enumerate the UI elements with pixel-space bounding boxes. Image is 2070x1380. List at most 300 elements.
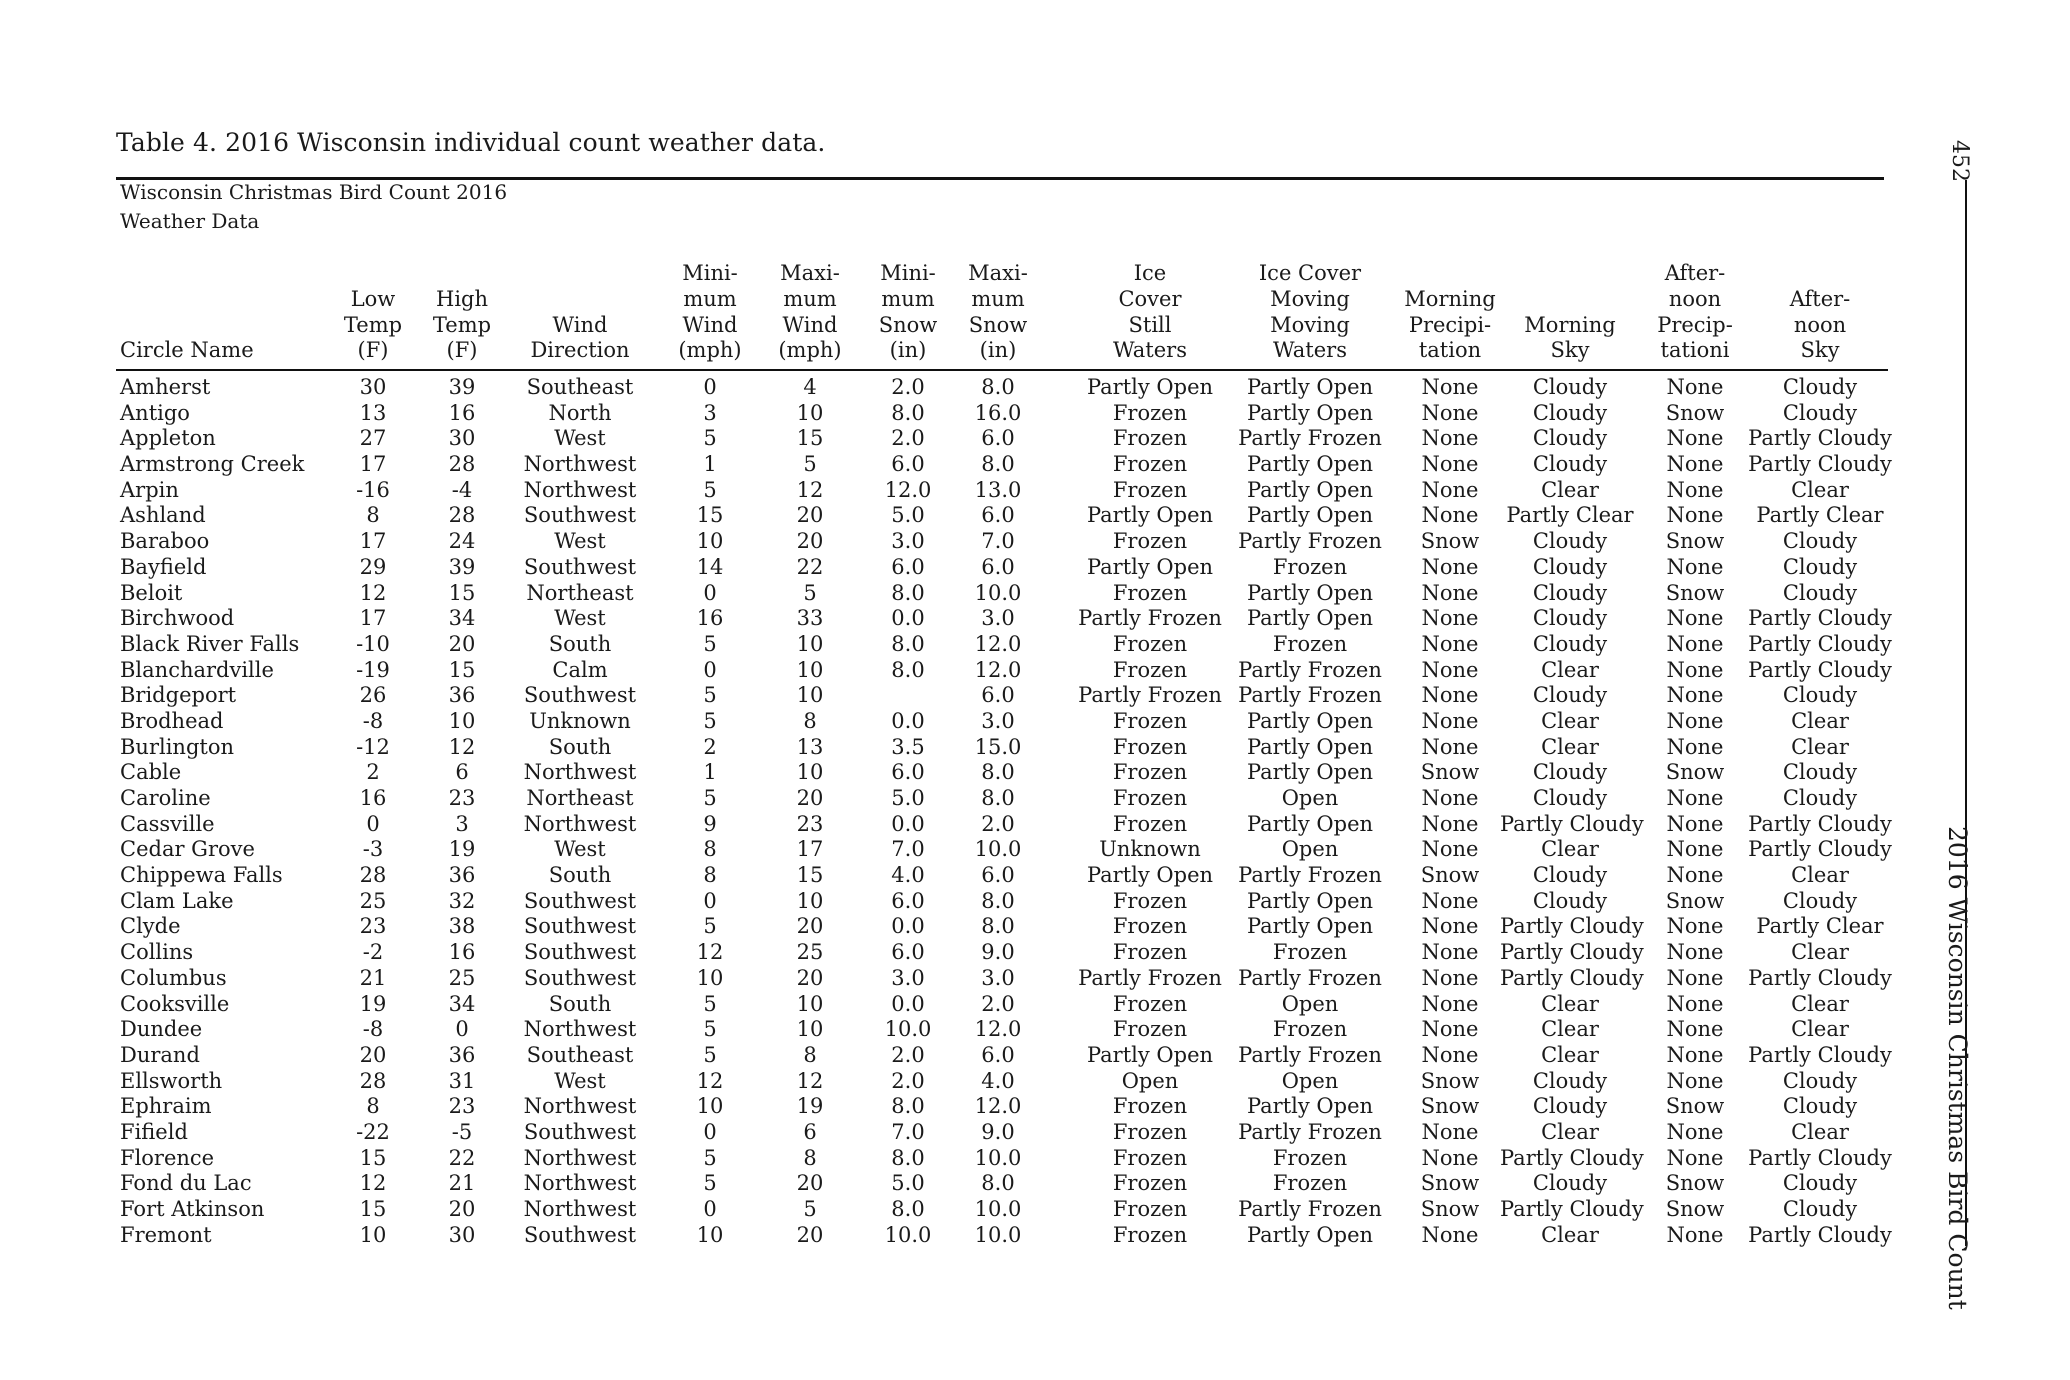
table-subtitle-1: Wisconsin Christmas Bird Count 2016 — [120, 184, 508, 203]
table-cell: Partly Open — [1086, 503, 1214, 528]
table-cell: 7.0 — [981, 529, 1015, 554]
table-cell: Partly Open — [1086, 375, 1214, 399]
table-cell: 20 — [448, 631, 476, 656]
table-cell: 5 — [703, 708, 717, 733]
table-cell: -16 — [356, 477, 390, 502]
table-cell: -12 — [356, 734, 390, 759]
table-cell: 6.0 — [891, 760, 925, 785]
table-cell: 8.0 — [981, 888, 1015, 913]
table-row — [0, 606, 2070, 632]
table-cell: Snow — [1420, 1171, 1480, 1196]
table-cell: Clear — [1541, 837, 1599, 862]
table-cell: Partly Open — [1246, 888, 1374, 913]
table-cell: 13 — [796, 734, 824, 759]
table-cell: North — [548, 400, 612, 425]
table-cell: 39 — [448, 375, 476, 399]
table-cell: 8 — [803, 708, 817, 733]
circle-name-cell: Clyde — [120, 914, 181, 939]
table-cell: 5 — [703, 683, 717, 708]
table-cell: 3 — [703, 400, 717, 425]
table-cell: Southwest — [523, 940, 637, 965]
table-cell: Frozen — [1112, 811, 1188, 836]
table-cell: 17 — [359, 606, 387, 631]
table-cell: Frozen — [1272, 940, 1348, 965]
table-cell: 23 — [448, 1094, 476, 1119]
table-cell: 7.0 — [891, 837, 925, 862]
table-cell: Cloudy — [1532, 452, 1608, 477]
table-cell: None — [1421, 554, 1479, 579]
table-cell: Frozen — [1112, 1017, 1188, 1042]
table-cell: 12.0 — [974, 1094, 1022, 1119]
table-cell: Partly Frozen — [1238, 1197, 1382, 1221]
table-cell: Southwest — [523, 554, 637, 579]
table-cell: Partly Clear — [1756, 503, 1884, 528]
table-cell: Cloudy — [1782, 1068, 1858, 1093]
table-cell: None — [1666, 1119, 1724, 1144]
column-header: Ice Cover Moving Moving Waters — [1258, 261, 1362, 363]
table-cell: -8 — [362, 708, 384, 733]
table-cell: Clear — [1541, 1222, 1599, 1247]
table-cell: Cloudy — [1532, 1068, 1608, 1093]
table-cell: Cloudy — [1782, 1197, 1858, 1221]
circle-name-cell: Black River Falls — [120, 631, 300, 656]
table-cell: None — [1666, 426, 1724, 451]
table-cell: 15 — [359, 1197, 387, 1221]
table-cell: Snow — [1665, 580, 1725, 605]
table-cell: Southwest — [523, 1222, 637, 1247]
running-title: 2016 Wisconsin Christmas Bird Count — [1943, 826, 1972, 1310]
table-cell: Open — [1121, 1068, 1179, 1093]
table-row — [0, 1094, 2070, 1120]
table-cell: Clear — [1541, 1042, 1599, 1067]
table-cell: Partly Cloudy — [1748, 965, 1892, 990]
table-cell: 12 — [696, 1068, 724, 1093]
table-cell: Frozen — [1112, 734, 1188, 759]
table-cell: None — [1421, 580, 1479, 605]
table-cell: 19 — [796, 1094, 824, 1119]
table-cell: Partly Cloudy — [1748, 1222, 1892, 1247]
table-row — [0, 503, 2070, 529]
table-cell: Snow — [1420, 1094, 1480, 1119]
table-cell: 10 — [796, 631, 824, 656]
table-cell: Frozen — [1112, 1171, 1188, 1196]
table-cell: 17 — [796, 837, 824, 862]
table-cell: 10 — [796, 991, 824, 1016]
table-cell: Frozen — [1112, 1222, 1188, 1247]
table-cell: Unknown — [1099, 837, 1201, 862]
table-cell: 19 — [359, 991, 387, 1016]
table-cell: None — [1666, 631, 1724, 656]
table-row — [0, 940, 2070, 966]
table-cell: 8.0 — [981, 760, 1015, 785]
table-cell: 26 — [359, 683, 387, 708]
table-cell: None — [1666, 1222, 1724, 1247]
table-cell: 12.0 — [974, 1017, 1022, 1042]
table-caption: Table 4. 2016 Wisconsin individual count weather data. — [116, 128, 826, 157]
table-cell: 9 — [703, 811, 717, 836]
table-cell: 25 — [448, 965, 476, 990]
table-cell: 6.0 — [891, 940, 925, 965]
table-cell: Northwest — [523, 1017, 637, 1042]
table-cell: 5 — [703, 477, 717, 502]
table-cell: 30 — [448, 1222, 476, 1247]
table-row — [0, 658, 2070, 684]
table-cell: 8 — [803, 1042, 817, 1067]
table-cell: Snow — [1665, 888, 1725, 913]
table-cell: 12 — [796, 1068, 824, 1093]
table-cell: 5 — [703, 631, 717, 656]
table-row — [0, 478, 2070, 504]
table-cell: 8.0 — [891, 400, 925, 425]
table-cell: Clear — [1791, 477, 1849, 502]
table-cell: 10 — [796, 760, 824, 785]
table-cell: Partly Clear — [1506, 503, 1634, 528]
circle-name-cell: Fond du Lac — [120, 1171, 252, 1196]
table-cell: 10 — [796, 1017, 824, 1042]
table-cell: 36 — [448, 683, 476, 708]
table-cell: 0.0 — [891, 914, 925, 939]
table-cell: None — [1666, 863, 1724, 888]
table-cell: None — [1666, 734, 1724, 759]
table-cell: 12.0 — [974, 657, 1022, 682]
table-cell: 20 — [796, 1222, 824, 1247]
table-cell: 20 — [796, 965, 824, 990]
table-cell: 10 — [796, 888, 824, 913]
table-cell: None — [1421, 991, 1479, 1016]
table-cell: 8.0 — [891, 631, 925, 656]
table-cell: 30 — [448, 426, 476, 451]
table-cell: Cloudy — [1782, 580, 1858, 605]
table-row — [0, 863, 2070, 889]
table-cell: Southwest — [523, 965, 637, 990]
table-cell: Frozen — [1112, 940, 1188, 965]
circle-name-cell: Fort Atkinson — [120, 1197, 265, 1221]
table-cell: 7.0 — [891, 1119, 925, 1144]
table-cell: Cloudy — [1532, 1171, 1608, 1196]
table-cell: Frozen — [1272, 1171, 1348, 1196]
table-cell: Open — [1281, 1068, 1339, 1093]
table-cell: None — [1666, 1145, 1724, 1170]
table-cell: 16 — [448, 940, 476, 965]
table-cell: Open — [1281, 837, 1339, 862]
table-cell: 5 — [703, 1042, 717, 1067]
table-cell: Snow — [1665, 400, 1725, 425]
header-rule — [116, 369, 1888, 371]
table-cell: 9.0 — [981, 940, 1015, 965]
table-cell: -8 — [362, 1017, 384, 1042]
table-cell: 8.0 — [891, 657, 925, 682]
table-cell: Partly Frozen — [1238, 1119, 1382, 1144]
table-cell: None — [1666, 606, 1724, 631]
table-cell: 19 — [448, 837, 476, 862]
table-cell: Frozen — [1112, 708, 1188, 733]
table-cell: 3.0 — [981, 708, 1015, 733]
table-cell: Frozen — [1112, 1094, 1188, 1119]
table-cell: 20 — [796, 1171, 824, 1196]
table-cell: 0 — [703, 580, 717, 605]
table-cell: 13.0 — [974, 477, 1022, 502]
circle-name-cell: Ellsworth — [120, 1068, 223, 1093]
table-cell: Frozen — [1112, 631, 1188, 656]
table-cell: 20 — [796, 503, 824, 528]
table-cell: West — [554, 1068, 606, 1093]
table-row — [0, 1223, 2070, 1249]
table-cell: 12 — [359, 580, 387, 605]
table-cell: Frozen — [1112, 1197, 1188, 1221]
table-cell: 8.0 — [891, 580, 925, 605]
table-cell: Open — [1281, 991, 1339, 1016]
circle-name-cell: Cedar Grove — [120, 837, 255, 862]
table-cell: 8 — [703, 863, 717, 888]
table-cell: None — [1666, 452, 1724, 477]
table-cell: 8.0 — [891, 1094, 925, 1119]
table-cell: None — [1666, 811, 1724, 836]
table-cell: -5 — [451, 1119, 473, 1144]
table-cell: 8 — [366, 1094, 380, 1119]
table-cell: None — [1421, 477, 1479, 502]
table-cell: -10 — [356, 631, 390, 656]
table-row — [0, 683, 2070, 709]
table-row — [0, 966, 2070, 992]
table-cell: 6 — [455, 760, 469, 785]
table-cell: 3.0 — [981, 606, 1015, 631]
table-cell: Northeast — [526, 786, 634, 810]
circle-name-cell: Fifield — [120, 1119, 188, 1144]
table-cell: 12 — [448, 734, 476, 759]
table-cell: Clear — [1791, 708, 1849, 733]
table-cell: Partly Open — [1086, 863, 1214, 888]
column-header: Morning Sky — [1524, 312, 1616, 363]
table-cell: Partly Cloudy — [1500, 1145, 1644, 1170]
table-cell: None — [1666, 554, 1724, 579]
table-cell: None — [1666, 683, 1724, 708]
table-cell: 28 — [448, 503, 476, 528]
circle-name-cell: Beloit — [120, 580, 183, 605]
table-cell: Clear — [1791, 734, 1849, 759]
table-cell: 1 — [703, 760, 717, 785]
table-cell: 5 — [703, 991, 717, 1016]
column-header: Maxi- mum Snow (in) — [968, 261, 1028, 363]
table-cell: Cloudy — [1532, 760, 1608, 785]
table-cell: None — [1666, 991, 1724, 1016]
circle-name-cell: Chippewa Falls — [120, 863, 283, 888]
table-cell: Partly Cloudy — [1748, 811, 1892, 836]
table-cell: 15 — [696, 503, 724, 528]
table-row — [0, 1171, 2070, 1197]
table-cell: 20 — [796, 914, 824, 939]
table-cell: Cloudy — [1532, 786, 1608, 810]
table-cell: Cloudy — [1532, 888, 1608, 913]
circle-name-cell: Ephraim — [120, 1094, 212, 1119]
table-cell: Northwest — [523, 452, 637, 477]
table-cell: 2.0 — [891, 1068, 925, 1093]
table-cell: 3.0 — [891, 529, 925, 554]
table-cell: None — [1666, 1017, 1724, 1042]
table-cell: 5 — [703, 786, 717, 810]
circle-name-cell: Burlington — [120, 734, 235, 759]
table-cell: 34 — [448, 606, 476, 631]
table-cell: 8 — [803, 1145, 817, 1170]
table-cell: Unknown — [529, 708, 631, 733]
table-cell: 38 — [448, 914, 476, 939]
table-cell: 6 — [803, 1119, 817, 1144]
table-cell: Cloudy — [1782, 683, 1858, 708]
table-cell: Southwest — [523, 914, 637, 939]
table-cell: Frozen — [1272, 1017, 1348, 1042]
table-cell: Cloudy — [1782, 554, 1858, 579]
table-cell: West — [554, 426, 606, 451]
table-cell: Cloudy — [1532, 863, 1608, 888]
table-row — [0, 735, 2070, 761]
column-header: High Temp (F) — [432, 286, 492, 363]
table-cell: Frozen — [1112, 426, 1188, 451]
table-cell: 36 — [448, 1042, 476, 1067]
table-cell: 8.0 — [981, 1171, 1015, 1196]
table-cell: 5 — [703, 1145, 717, 1170]
table-cell: 6.0 — [981, 683, 1015, 708]
table-cell: 6.0 — [981, 503, 1015, 528]
table-cell: Partly Frozen — [1238, 683, 1382, 708]
table-cell: 6.0 — [981, 863, 1015, 888]
table-row — [0, 709, 2070, 735]
table-row — [0, 914, 2070, 940]
table-cell: 25 — [359, 888, 387, 913]
circle-name-cell: Fremont — [120, 1222, 212, 1247]
table-cell: Partly Open — [1246, 734, 1374, 759]
column-header: Mini- mum Snow (in) — [878, 261, 938, 363]
table-cell: Southwest — [523, 1119, 637, 1144]
table-cell: Partly Open — [1246, 580, 1374, 605]
table-cell: 3.5 — [891, 734, 925, 759]
table-cell: 5.0 — [891, 503, 925, 528]
table-cell: 5 — [703, 914, 717, 939]
table-cell: 10.0 — [884, 1222, 932, 1247]
table-cell: Partly Open — [1246, 452, 1374, 477]
table-cell: 10 — [696, 529, 724, 554]
table-cell: -3 — [362, 837, 384, 862]
column-header: Morning Precipi- tation — [1404, 286, 1496, 363]
table-cell: None — [1421, 940, 1479, 965]
table-cell: None — [1666, 1042, 1724, 1067]
table-cell: 3 — [455, 811, 469, 836]
table-cell: -22 — [356, 1119, 390, 1144]
table-row — [0, 812, 2070, 838]
table-cell: 0 — [703, 375, 717, 399]
table-cell: None — [1421, 375, 1479, 399]
table-cell: 0 — [366, 811, 380, 836]
table-cell: Partly Cloudy — [1748, 631, 1892, 656]
table-cell: 8.0 — [981, 375, 1015, 399]
table-cell: Partly Open — [1246, 811, 1374, 836]
table-cell: 20 — [796, 529, 824, 554]
table-cell: Frozen — [1112, 786, 1188, 810]
table-cell: Partly Cloudy — [1748, 606, 1892, 631]
table-cell: 12.0 — [974, 631, 1022, 656]
table-cell: 6.0 — [981, 426, 1015, 451]
table-cell: West — [554, 837, 606, 862]
table-cell: 21 — [359, 965, 387, 990]
table-cell: Frozen — [1112, 400, 1188, 425]
circle-name-cell: Clam Lake — [120, 888, 234, 913]
table-cell: Cloudy — [1782, 400, 1858, 425]
table-cell: Cloudy — [1782, 760, 1858, 785]
circle-name-cell: Cooksville — [120, 991, 230, 1016]
table-row — [0, 889, 2070, 915]
table-cell: Partly Cloudy — [1748, 426, 1892, 451]
table-cell: 3.0 — [891, 965, 925, 990]
table-cell: 14 — [696, 554, 724, 579]
table-cell: None — [1421, 400, 1479, 425]
table-cell: 28 — [448, 452, 476, 477]
table-cell: None — [1421, 1017, 1479, 1042]
table-cell: Northwest — [523, 1171, 637, 1196]
table-row — [0, 401, 2070, 427]
table-cell: Frozen — [1112, 760, 1188, 785]
table-cell: 0.0 — [891, 606, 925, 631]
table-cell: Partly Open — [1246, 1094, 1374, 1119]
table-cell: 16 — [359, 786, 387, 810]
table-cell: Southwest — [523, 683, 637, 708]
table-row — [0, 555, 2070, 581]
table-cell: Frozen — [1112, 657, 1188, 682]
table-cell: 10 — [796, 683, 824, 708]
table-cell: 15 — [359, 1145, 387, 1170]
table-cell: Cloudy — [1532, 400, 1608, 425]
table-cell: 0.0 — [891, 811, 925, 836]
table-cell: Cloudy — [1532, 1094, 1608, 1119]
table-cell: 17 — [359, 452, 387, 477]
table-cell: 4 — [803, 375, 817, 399]
table-cell: Cloudy — [1782, 888, 1858, 913]
table-cell: 8.0 — [891, 1145, 925, 1170]
circle-name-cell: Blanchardville — [120, 657, 274, 682]
table-cell: 12 — [796, 477, 824, 502]
table-cell: 2.0 — [891, 426, 925, 451]
table-cell: West — [554, 606, 606, 631]
table-cell: 17 — [359, 529, 387, 554]
table-cell: Snow — [1665, 1094, 1725, 1119]
table-cell: Open — [1281, 786, 1339, 810]
table-cell: None — [1666, 375, 1724, 399]
table-cell: Partly Frozen — [1078, 606, 1222, 631]
table-cell: 6.0 — [981, 1042, 1015, 1067]
table-cell: Clear — [1541, 477, 1599, 502]
circle-name-cell: Birchwood — [120, 606, 235, 631]
table-row — [0, 992, 2070, 1018]
table-cell: Snow — [1665, 760, 1725, 785]
table-cell: Cloudy — [1532, 529, 1608, 554]
table-cell: Partly Cloudy — [1748, 1042, 1892, 1067]
table-cell: 10.0 — [884, 1017, 932, 1042]
table-cell: -2 — [362, 940, 384, 965]
table-cell: Cloudy — [1532, 631, 1608, 656]
table-cell: 39 — [448, 554, 476, 579]
circle-name-cell: Columbus — [120, 965, 227, 990]
table-cell: Frozen — [1112, 888, 1188, 913]
table-cell: None — [1421, 811, 1479, 836]
table-cell: 13 — [359, 400, 387, 425]
column-header: Ice Cover Still Waters — [1113, 261, 1187, 363]
table-cell: 10 — [696, 1222, 724, 1247]
circle-name-cell: Collins — [120, 940, 194, 965]
table-cell: 8 — [366, 503, 380, 528]
table-cell: Partly Open — [1246, 1222, 1374, 1247]
table-cell: Partly Cloudy — [1500, 914, 1644, 939]
table-cell: 0 — [455, 1017, 469, 1042]
table-cell: 5.0 — [891, 1171, 925, 1196]
table-cell: 2.0 — [891, 375, 925, 399]
table-cell: Southeast — [526, 375, 634, 399]
